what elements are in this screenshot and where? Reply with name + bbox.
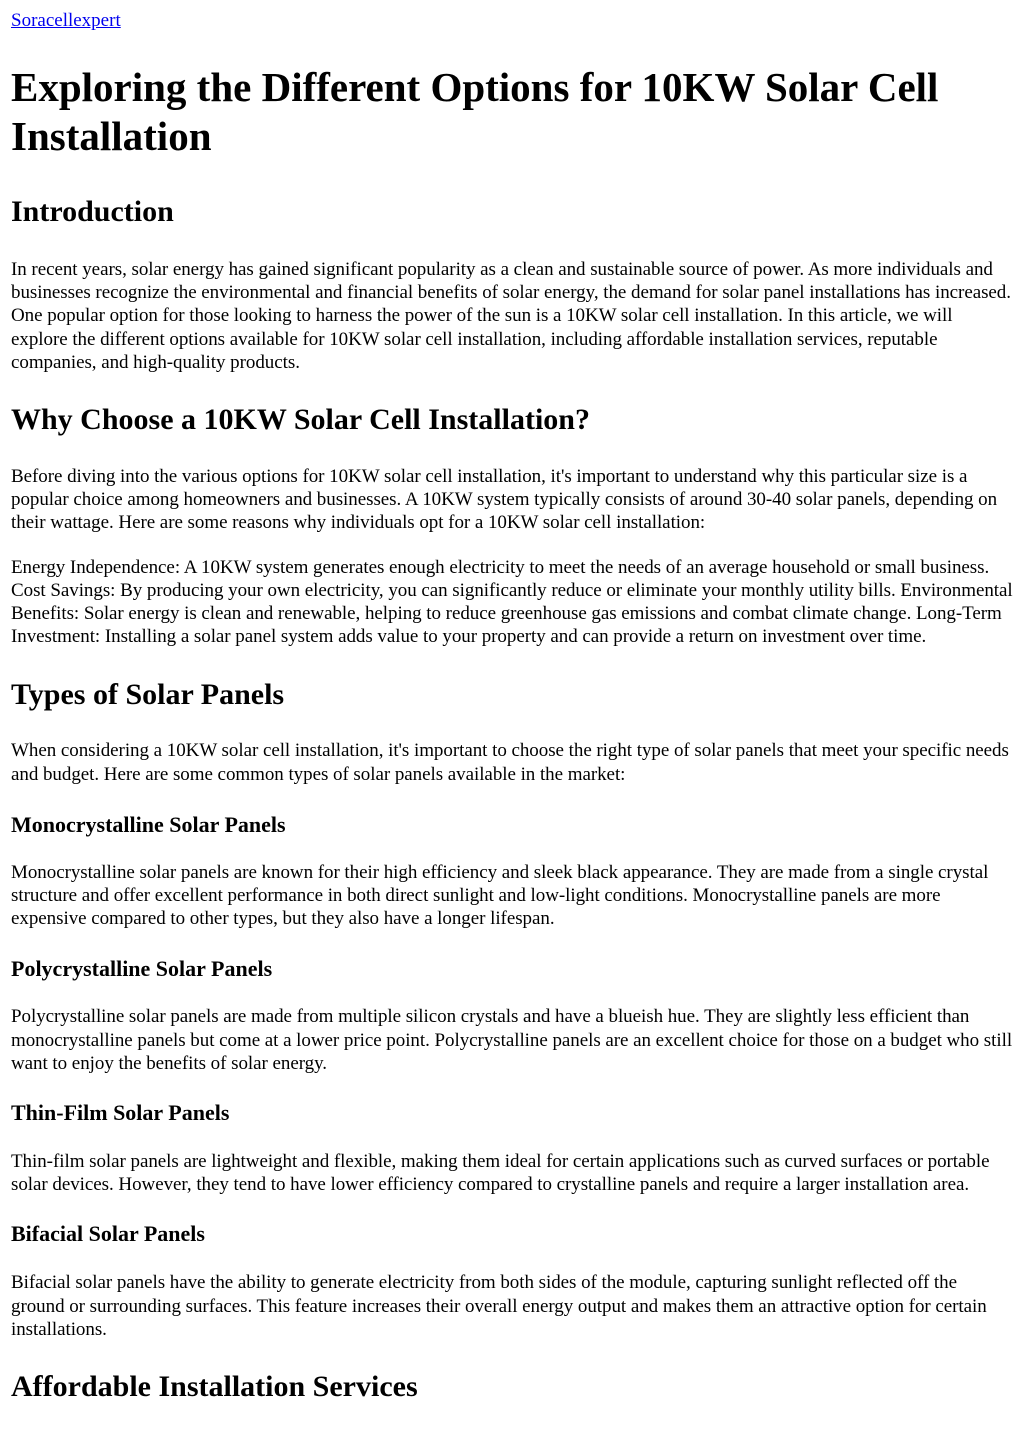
subheading-bifacial: Bifacial Solar Panels [11, 1221, 205, 1247]
subheading-thin-film: Thin-Film Solar Panels [11, 1100, 230, 1126]
paragraph-thin-film: Thin-film solar panels are lightweight and flexible, making them ideal for certain applications such as curved surfaces or portable solar devices. However, they tend to have lower efficiency compared to crystalline panels and require a larger installation area. [11, 1151, 990, 1196]
paragraph-bifacial: Bifacial solar panels have the ability to generate electricity from both sides of the module, capturing sunlight reflected off the ground or surrounding surfaces. This feature increases their overall energy output and makes them an attractive option for certain installations. [11, 1272, 987, 1340]
heading-affordable-installation: Affordable Installation Services [11, 1370, 418, 1404]
paragraph-why-choose-intro: Before diving into the various options for 10KW solar cell installation, it's important to understand why this particular size is a popular choice among homeowners and businesses. A 10KW system typically consists of around 30-40 solar panels, depending on their wattage. Here are some reasons why individuals opt for a 10KW solar cell installation: [11, 466, 998, 534]
paragraph-polycrystalline: Polycrystalline solar panels are made from multiple silicon crystals and have a blueish hue. They are slightly less efficient than monocrystalline panels but come at a lower price point. Polycrystalline panels are an excellent choice for those on a budget who still want to enjoy the benefits of solar energy. [11, 1006, 1013, 1074]
paragraph-monocrystalline: Monocrystalline solar panels are known for their high efficiency and sleek black appearance. They are made from a single crystal structure and offer excellent performance in both direct sunlight and low-light conditions. Monocrystalline panels are more expensive compared to other types, but they also have a longer lifespan. [11, 861, 989, 930]
subheading-monocrystalline: Monocrystalline Solar Panels [11, 811, 286, 837]
paragraph-why-choose-reasons: Energy Independence: A 10KW system generates enough electricity to meet the needs of an average household or small business. Cost Savings: By producing your own electricity, you can significantly reduce or eliminate your monthly utility bills. Environmental Benefits: Solar energy is clean and renewable, helping to reduce greenhouse gas emissions and combat climate change. Long-Term Investment: Installing a solar panel system adds value to your property and can provide a return on investment over time. [11, 556, 1013, 648]
paragraph-introduction: In recent years, solar energy has gained significant popularity as a clean and sustainable source of power. As more individuals and businesses recognize the environmental and financial benefits of solar energy, the demand for solar panel installations has increased. One popular option for those looking to harness the power of the sun is a 10KW solar cell installation. In this article, we will explore the different options available for 10KW solar cell installation, including affordable installation services, reputable companies, and high-quality products. [11, 259, 1011, 373]
subheading-polycrystalline: Polycrystalline Solar Panels [11, 956, 273, 982]
paragraph-types-intro: When considering a 10KW solar cell installation, it's important to choose the right type of solar panels that meet your specific needs and budget. Here are some common types of solar panels available in the market: [11, 740, 1009, 785]
article-title: Exploring the Different Options for 10KW Solar Cell Installation [11, 64, 939, 159]
heading-why-choose: Why Choose a 10KW Solar Cell Installation? [11, 403, 590, 437]
site-home-link[interactable]: Soracellexpert [11, 10, 121, 31]
heading-introduction: Introduction [11, 195, 174, 228]
heading-types-of-panels: Types of Solar Panels [11, 678, 285, 712]
